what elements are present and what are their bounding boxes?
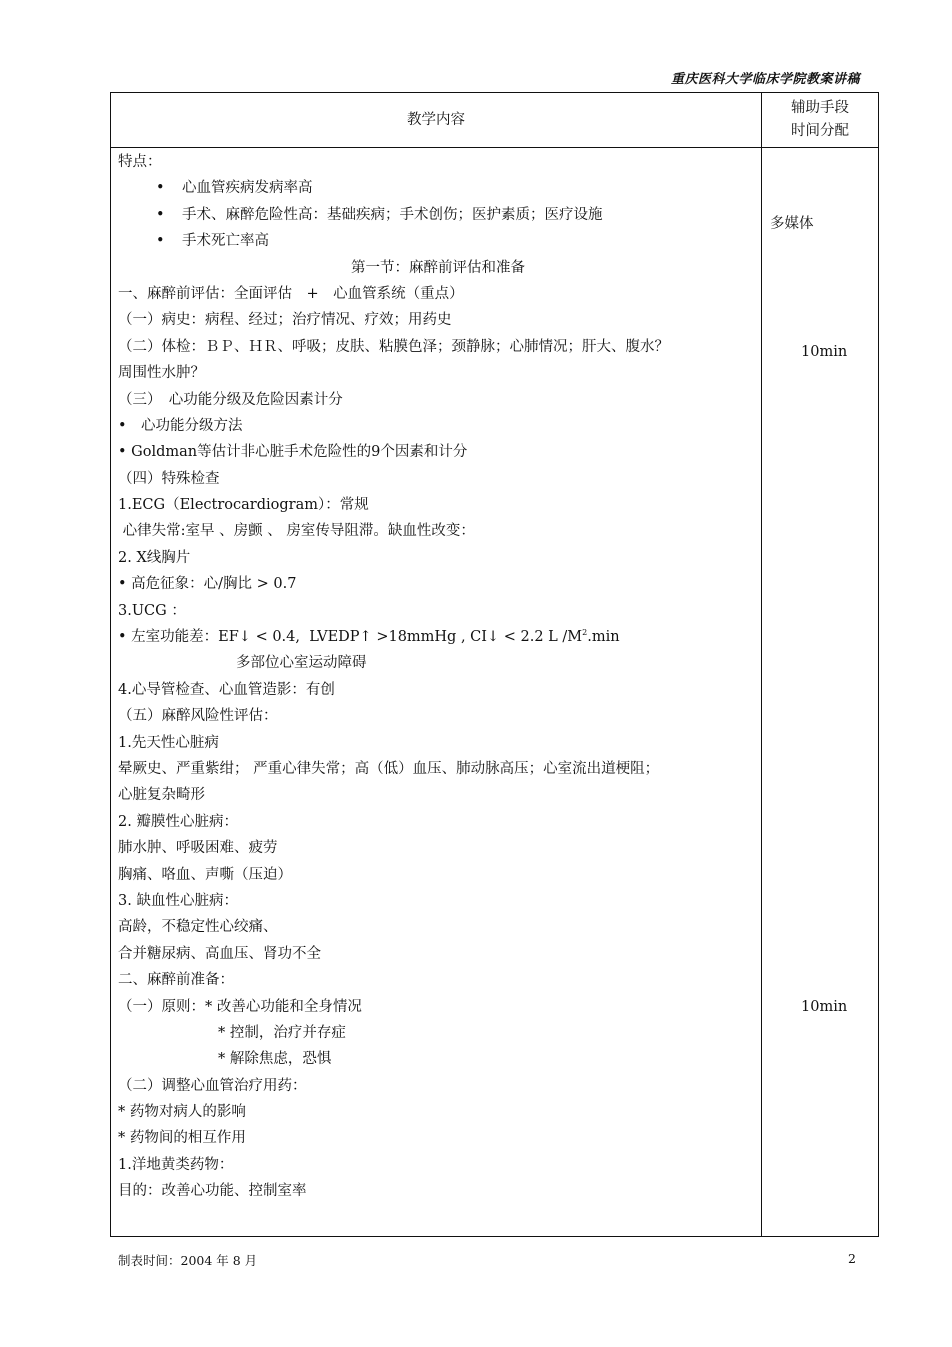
content-line: • Goldman等估计非心脏手术危险性的9个因素和计分 (118, 444, 468, 461)
content-line: 胸痛、咯血、声嘶（压迫） (118, 866, 292, 883)
lv-function-tail: .min (587, 629, 620, 646)
content-line: 1.ECG（Electrocardiogram）：常规 (118, 497, 369, 514)
content-line: * 药物间的相互作用 (118, 1130, 246, 1147)
time-allocation-1: 10min (801, 344, 848, 360)
superscript: 2 (582, 628, 588, 638)
page-number: 2 (848, 1251, 856, 1266)
teaching-content (118, 149, 758, 1205)
content-line: （一）病史：病程、经过；治疗情况、疗效；用药史 (118, 312, 452, 329)
section-title: 第一节：麻醉前评估和准备 (351, 259, 525, 276)
content-line: 高龄，不稳定性心绞痛、 (118, 919, 278, 936)
content-line: 多部位心室运动障碍 (236, 655, 367, 672)
content-line: 3. 缺血性心脏病： (118, 892, 238, 909)
content-line: 1.洋地黄类药物： (118, 1156, 234, 1173)
bullet-text: 手术、麻醉危险性高：基础疾病；手术创伤；医护素质；医疗设施 (182, 206, 603, 223)
bullet-icon: • (156, 180, 165, 197)
header-brand: 重庆医科大学临床学院教案讲稿 (670, 72, 860, 87)
content-line: （一）原则：* 改善心功能和全身情况 (118, 998, 362, 1015)
content-line: * 控制，治疗并存症 (218, 1024, 346, 1041)
bullet-text: 心血管疾病发病率高 (182, 180, 313, 197)
content-line: 目的：改善心功能、控制室率 (118, 1183, 307, 1200)
content-line: 二、麻醉前准备： (118, 972, 234, 989)
column-title-content: 教学内容 (407, 112, 465, 128)
content-line: 肺水肿、呼吸困难、疲劳 (118, 840, 278, 857)
content-line: 特点： (118, 154, 162, 170)
bullet-icon: • (156, 233, 165, 250)
content-line: 一、麻醉前评估：全面评估 + 心血管系统（重点） (118, 285, 464, 302)
bullet-item (118, 228, 758, 254)
column-title-time: 时间分配 (791, 123, 849, 139)
bullet-item (118, 175, 758, 201)
bullet-item (118, 202, 758, 228)
content-line: • 心功能分级方法 (118, 417, 243, 434)
content-line: （三） 心功能分级及危险因素计分 (118, 391, 343, 408)
column-title-aids: 辅助手段 (791, 100, 849, 116)
content-line: * 解除焦虑，恐惧 (218, 1051, 332, 1068)
content-line: 心脏复杂畸形 (118, 787, 205, 804)
media-note: 多媒体 (770, 216, 814, 232)
lv-function-text: • 左室功能差：EF↓ < 0.4, LVEDP↑ >18mmHg , CI↓ < 2.2 L /M (118, 629, 583, 646)
content-line: • 高危征象：心/胸比 > 0.7 (118, 576, 297, 593)
content-line: 周围性水肿？ (118, 365, 205, 382)
column-divider (761, 93, 762, 1236)
content-line: （二）调整心血管治疗用药： (118, 1077, 307, 1094)
content-line: 1.先天性心脏病 (118, 734, 219, 751)
content-line: 4.心导管检查、心血管造影：有创 (118, 681, 335, 698)
table-header-row (111, 93, 878, 148)
column-title-side (762, 97, 878, 143)
time-allocation-2: 10min (801, 999, 848, 1015)
footer-date: 制表时间：2004 年 8 月 (118, 1253, 258, 1268)
bullet-icon: • (156, 206, 165, 223)
bullet-text: 手术死亡率高 (182, 233, 269, 250)
lesson-table (110, 92, 879, 1237)
content-line: 2. X线胸片 (118, 549, 191, 566)
content-line: 合并糖尿病、高血压、肾功不全 (118, 945, 321, 962)
content-line: 心律失常:室早 、房颤 、 房室传导阻滞。缺血性改变： (118, 523, 475, 540)
content-line: 晕厥史、严重紫绀； 严重心律失常；高（低）血压、肺动脉高压；心室流出道梗阻； (118, 760, 660, 777)
content-line: （五）麻醉风险性评估： (118, 708, 278, 725)
content-line: （二）体检：ＢＰ、ＨＲ、呼吸；皮肤、粘膜色泽；颈静脉；心肺情况；肝大、腹水？ (118, 338, 669, 355)
content-line: （四）特殊检查 (118, 470, 220, 487)
content-line: 3.UCG ： (118, 602, 186, 619)
content-line (118, 624, 758, 650)
content-line: * 药物对病人的影响 (118, 1104, 246, 1121)
content-line: 2. 瓣膜性心脏病： (118, 813, 238, 830)
